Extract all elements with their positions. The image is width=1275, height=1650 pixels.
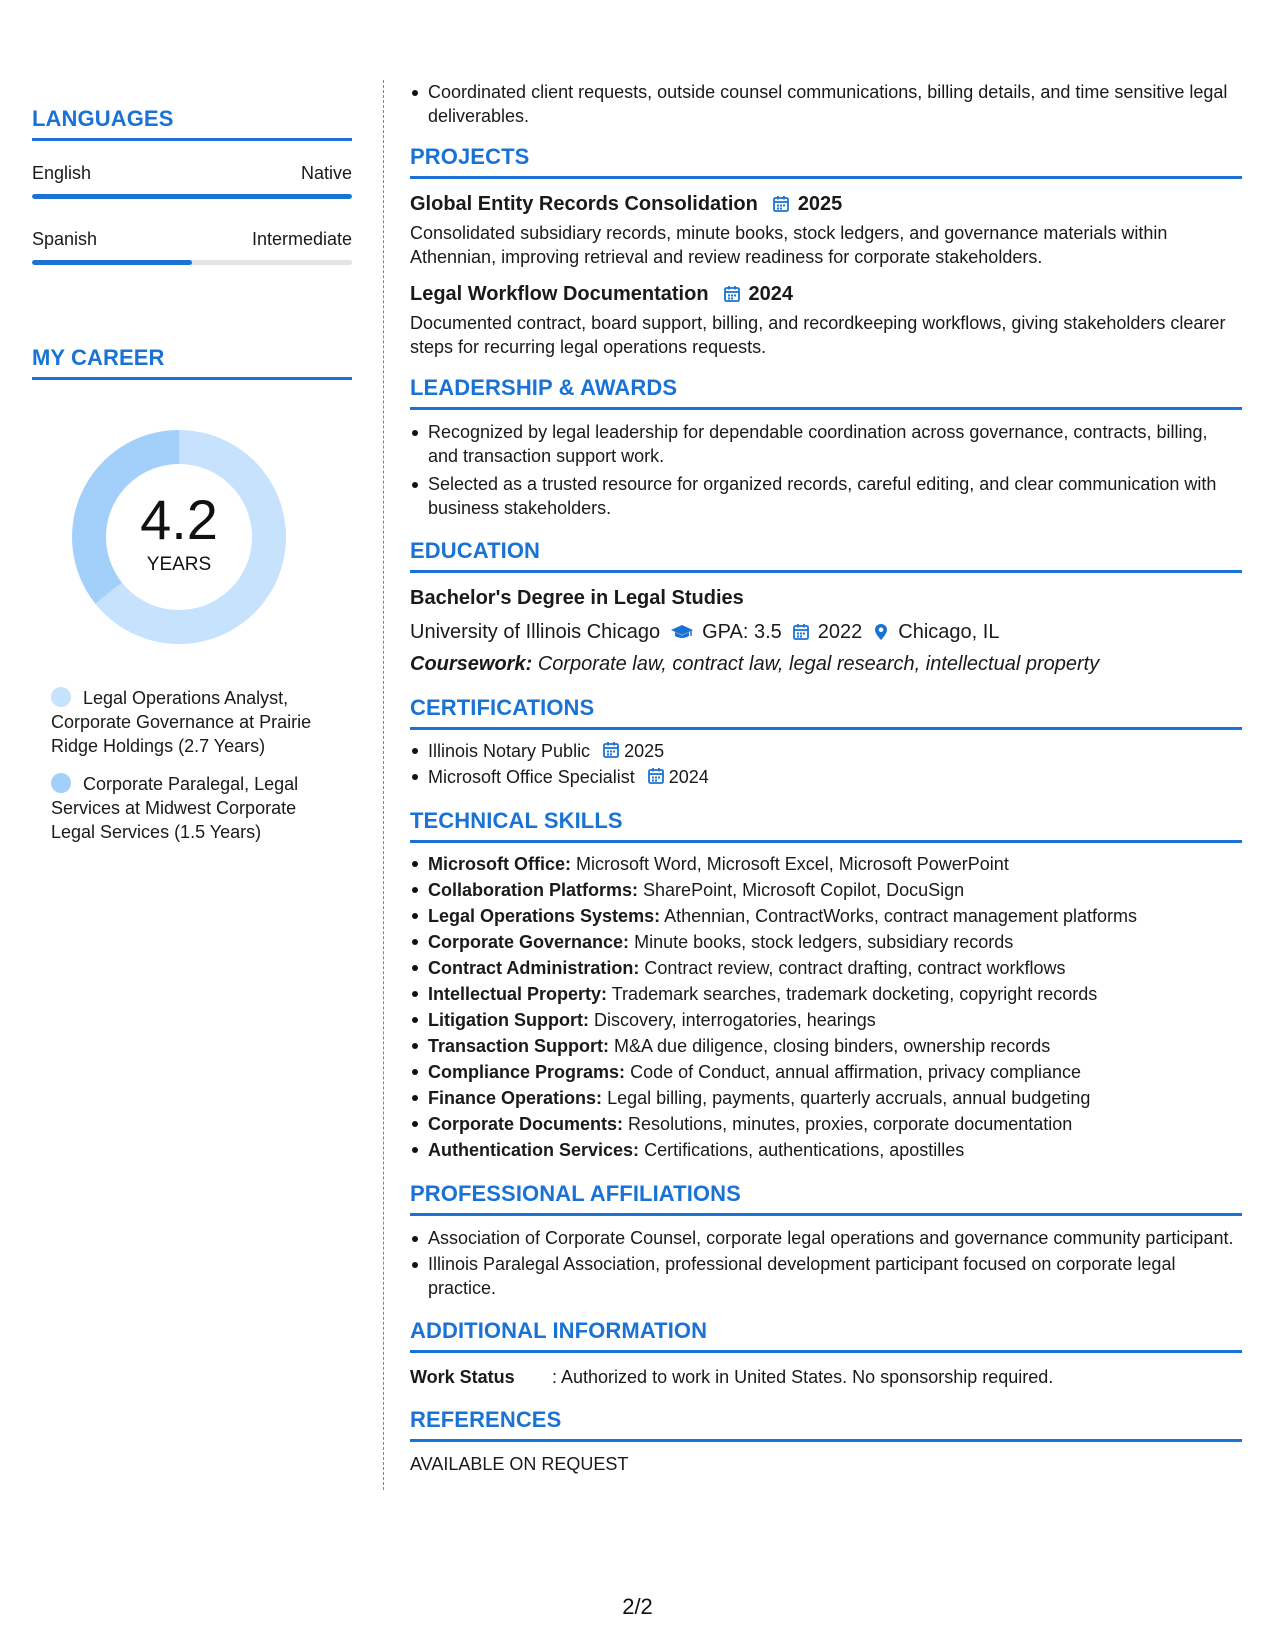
career-unit: YEARS [146, 554, 212, 575]
skill-item [410, 1085, 1242, 1111]
work-status-value: : Authorized to work in United States. No sponsorship required. [552, 1367, 1054, 1387]
work-status-row [410, 1365, 1242, 1389]
skill-item [410, 1137, 1242, 1163]
projects-title: PROJECTS [410, 144, 1242, 179]
school-name: University of Illinois Chicago [410, 621, 661, 643]
donut-center [66, 424, 292, 650]
language-name: English [32, 163, 92, 183]
calendar-icon [647, 767, 665, 785]
language-proficiency-fill [32, 260, 192, 265]
skill-category: Legal Operations Systems: [428, 906, 661, 926]
skill-item [410, 877, 1242, 903]
skill-category: Compliance Programs: [428, 1062, 626, 1082]
projects-section [410, 144, 1242, 359]
certification-item [410, 738, 1242, 764]
career-legend-label: Legal Operations Analyst, Corporate Governance at Prairie Ridge Holdings (2.7 Years) [51, 688, 312, 756]
leadership-title: LEADERSHIP & AWARDS [410, 375, 1242, 410]
skill-category: Intellectual Property: [428, 984, 608, 1004]
gpa: GPA: 3.5 [702, 621, 782, 643]
skill-values: Athennian, ContractWorks, contract management platforms [664, 906, 1137, 926]
skill-item [410, 1033, 1242, 1059]
skill-item [410, 851, 1242, 877]
coursework [410, 651, 1242, 677]
skill-values: Resolutions, minutes, proxies, corporate documentation [628, 1114, 1073, 1134]
location-pin-icon [872, 623, 890, 641]
project-item [410, 281, 1242, 359]
skill-item [410, 981, 1242, 1007]
skill-values: Certifications, authentications, apostilles [644, 1140, 965, 1160]
skill-category: Collaboration Platforms: [428, 880, 639, 900]
language-row [32, 229, 352, 250]
work-status-label: Work Status [410, 1367, 515, 1387]
experience-bullet: Coordinated client requests, outside counsel communications, billing details, and time sensitive legal deliverables. [410, 80, 1242, 128]
education-details [410, 619, 1242, 645]
additional-section [410, 1318, 1242, 1389]
language-name: Spanish [32, 229, 98, 249]
skills-title: TECHNICAL SKILLS [410, 808, 1242, 843]
skill-category: Microsoft Office: [428, 854, 572, 874]
skills-list [410, 851, 1242, 1163]
education-location: Chicago, IL [898, 621, 1000, 643]
legend-dot [51, 773, 71, 793]
project-year: 2024 [748, 283, 794, 305]
certification-name: Microsoft Office Specialist [428, 767, 635, 787]
project-name: Global Entity Records Consolidation [410, 193, 758, 215]
language-proficiency-bar [32, 260, 352, 265]
language-proficiency-fill [32, 194, 352, 199]
skill-values: SharePoint, Microsoft Copilot, DocuSign [643, 880, 965, 900]
references-title: REFERENCES [410, 1407, 1242, 1442]
certifications-section [410, 695, 1242, 790]
skill-item [410, 1059, 1242, 1085]
skill-values: Discovery, interrogatories, hearings [593, 1010, 876, 1030]
certification-item [410, 764, 1242, 790]
certifications-title: CERTIFICATIONS [410, 695, 1242, 730]
career-legend [32, 686, 322, 844]
education-section [410, 538, 1242, 677]
additional-title: ADDITIONAL INFORMATION [410, 1318, 1242, 1353]
language-proficiency-bar [32, 194, 352, 199]
calendar-icon [772, 195, 790, 213]
skill-category: Corporate Governance: [428, 932, 630, 952]
project-name: Legal Workflow Documentation [410, 283, 709, 305]
calendar-icon [602, 741, 620, 759]
career-total: 4.2 [140, 488, 218, 551]
leadership-item: Recognized by legal leadership for dependable coordination across governance, contracts, billing, and transaction support work. [410, 420, 1242, 468]
coursework-label: Coursework: [410, 653, 533, 675]
skill-category: Contract Administration: [428, 958, 640, 978]
affiliation-item: Illinois Paralegal Association, professional development participant focused on corporate legal practice. [410, 1252, 1242, 1300]
degree-name: Bachelor's Degree in Legal Studies [410, 587, 744, 609]
skill-item [410, 929, 1242, 955]
references-text: AVAILABLE ON REQUEST [410, 1454, 629, 1474]
certification-year: 2025 [624, 741, 665, 761]
skill-item [410, 1111, 1242, 1137]
main-column [410, 80, 1242, 1475]
project-year: 2025 [797, 193, 843, 215]
calendar-icon [792, 623, 810, 641]
skill-item [410, 1007, 1242, 1033]
language-level: Native [300, 163, 352, 183]
skill-values: M&A due diligence, closing binders, ownership records [614, 1036, 1051, 1056]
skill-category: Authentication Services: [428, 1140, 640, 1160]
calendar-icon [723, 285, 741, 303]
affiliation-item: Association of Corporate Counsel, corporate legal operations and governance community participant. [410, 1226, 1242, 1250]
career-legend-item [51, 772, 322, 844]
education-title: EDUCATION [410, 538, 1242, 573]
language-row [32, 163, 352, 184]
certification-year: 2024 [668, 767, 709, 787]
references-section [410, 1407, 1242, 1475]
affiliations-list [410, 1226, 1242, 1300]
career-title: MY CAREER [32, 345, 352, 380]
sidebar [32, 80, 352, 858]
languages-title: LANGUAGES [32, 106, 352, 141]
skill-values: Code of Conduct, annual affirmation, privacy compliance [630, 1062, 1081, 1082]
skill-item [410, 903, 1242, 929]
career-donut-chart [66, 424, 292, 650]
leadership-list [410, 420, 1242, 520]
language-level: Intermediate [251, 229, 352, 249]
skill-category: Litigation Support: [428, 1010, 589, 1030]
skill-values: Trademark searches, trademark docketing, copyright records [611, 984, 1098, 1004]
skill-item [410, 955, 1242, 981]
affiliations-section [410, 1181, 1242, 1300]
project-description: Consolidated subsidiary records, minute books, stock ledgers, and governance materials within Athennian, improving retrieval and review readiness for corporate stakeholders. [410, 223, 1168, 267]
skill-values: Contract review, contract drafting, contract workflows [644, 958, 1066, 978]
career-legend-label: Corporate Paralegal, Legal Services at Midwest Corporate Legal Services (1.5 Years) [51, 774, 299, 842]
skills-section [410, 808, 1242, 1163]
skill-category: Corporate Documents: [428, 1114, 624, 1134]
leadership-section [410, 375, 1242, 520]
leadership-item: Selected as a trusted resource for organized records, careful editing, and clear communication with business stakeholders. [410, 472, 1242, 520]
graduation-cap-icon [670, 623, 694, 641]
skill-values: Minute books, stock ledgers, subsidiary records [634, 932, 1014, 952]
skill-values: Microsoft Word, Microsoft Excel, Microsoft PowerPoint [576, 854, 1009, 874]
affiliations-title: PROFESSIONAL AFFILIATIONS [410, 1181, 1242, 1216]
certifications-list [410, 738, 1242, 790]
experience-bullets [410, 80, 1242, 128]
graduation-year: 2022 [817, 621, 863, 643]
career-legend-item [51, 686, 322, 758]
project-item [410, 191, 1242, 269]
skill-category: Finance Operations: [428, 1088, 603, 1108]
legend-dot [51, 687, 71, 707]
project-description: Documented contract, board support, billing, and recordkeeping workflows, giving stakeholders clearer steps for recurring legal operations requests. [410, 313, 1226, 357]
column-divider [383, 80, 384, 1490]
certification-name: Illinois Notary Public [428, 741, 591, 761]
skill-values: Legal billing, payments, quarterly accruals, annual budgeting [607, 1088, 1091, 1108]
coursework-value: Corporate law, contract law, legal research, intellectual property [537, 653, 1100, 675]
skill-category: Transaction Support: [428, 1036, 610, 1056]
page-number: 2/2 [622, 1594, 653, 1619]
